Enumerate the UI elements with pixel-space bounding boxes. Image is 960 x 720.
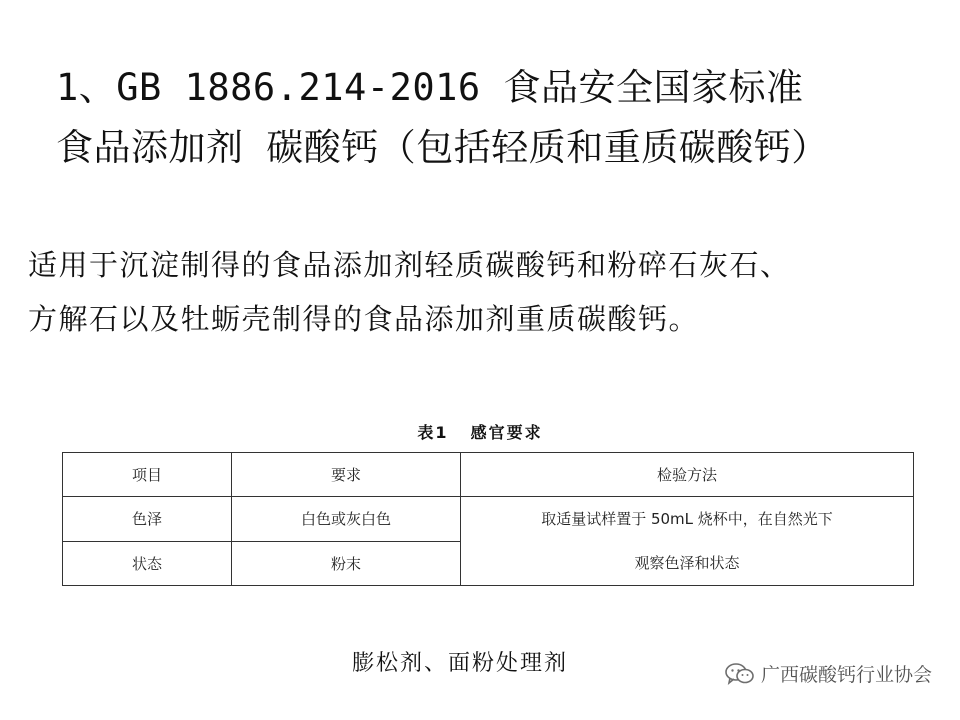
test-method-line-1: 取适量试样置于 50mL 烧杯中，在自然光下 [541, 510, 833, 528]
table-row [63, 497, 914, 542]
usage-label: 膨松剂、面粉处理剂 [351, 651, 568, 676]
row-item-color: 色泽 [63, 497, 232, 542]
scope-line-2: 方解石以及牡蛎壳制得的食品添加剂重质碳酸钙。 [28, 302, 700, 336]
title-line-2: 食品添加剂 碳酸钙（包括轻质和重质碳酸钙） [56, 126, 829, 169]
header-requirement: 要求 [232, 453, 461, 497]
table-caption [0, 420, 960, 443]
header-item: 项目 [63, 453, 232, 497]
watermark-text: 广西碳酸钙行业协会 [760, 664, 932, 686]
wechat-icon [725, 662, 755, 686]
sensory-requirements-table [62, 452, 914, 586]
page-title [56, 58, 936, 178]
row-item-state: 状态 [63, 541, 232, 586]
header-method: 检验方法 [461, 453, 914, 497]
table-caption-number: 表1 [417, 423, 449, 442]
table-header-row [63, 453, 914, 497]
test-method-cell [461, 497, 914, 586]
title-line-1: 1、GB 1886.214-2016 食品安全国家标准 [56, 66, 804, 109]
scope-description [28, 238, 948, 346]
watermark [725, 660, 932, 687]
row-requirement-state: 粉末 [232, 541, 461, 586]
test-method-line-2: 观察色泽和状态 [634, 554, 740, 572]
row-requirement-color: 白色或灰白色 [232, 497, 461, 542]
scope-line-1: 适用于沉淀制得的食品添加剂轻质碳酸钙和粉碎石灰石、 [28, 248, 791, 282]
table-caption-title: 感官要求 [470, 423, 543, 442]
